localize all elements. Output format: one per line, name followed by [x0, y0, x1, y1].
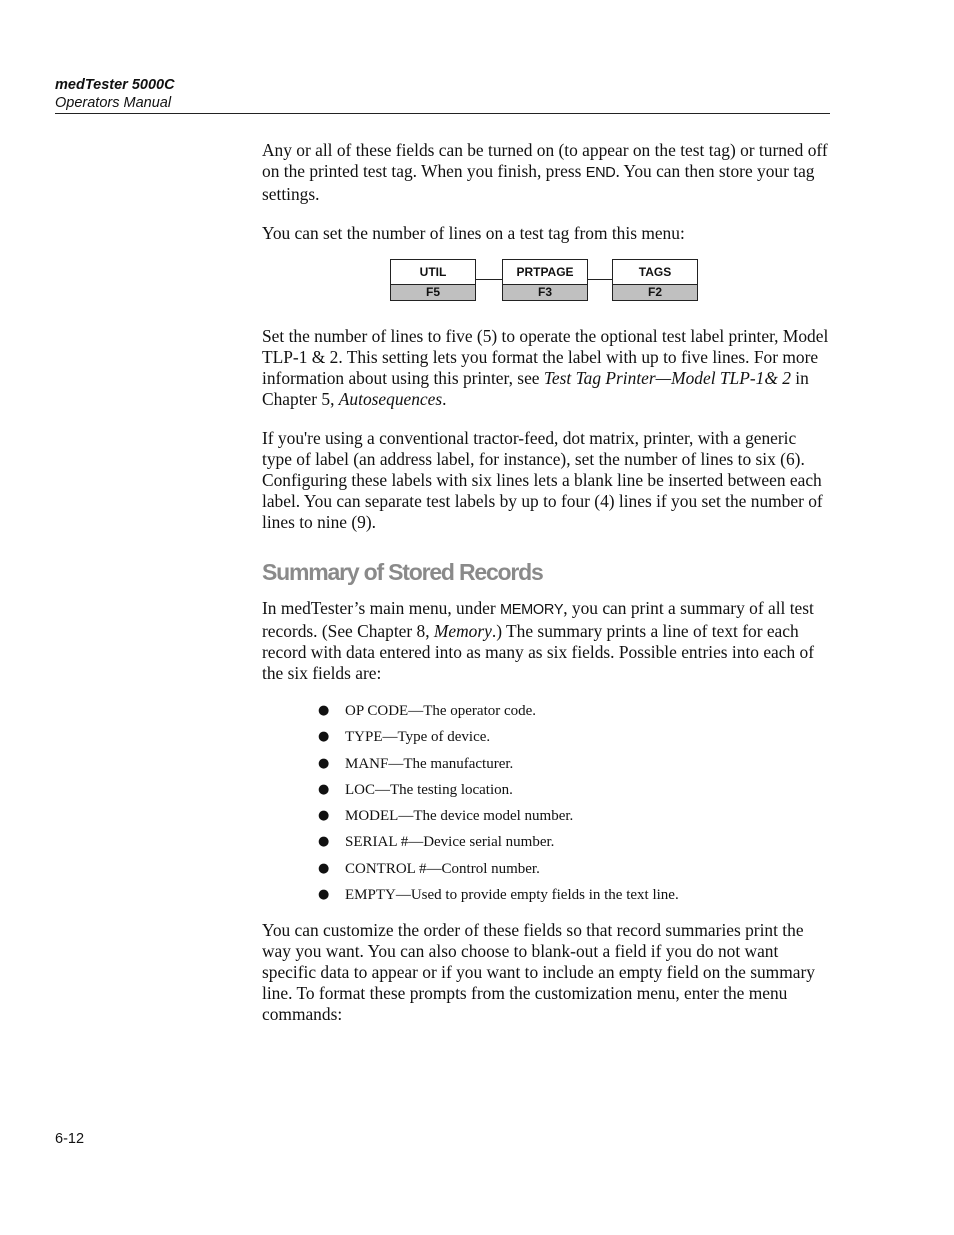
- list-item-text: TYPE—Type of device.: [345, 729, 491, 746]
- menu-box-util: [390, 259, 476, 301]
- function-key: F5: [391, 284, 475, 300]
- paragraph-tlp-printer: [262, 326, 830, 410]
- bullet-icon: ●: [318, 703, 330, 718]
- bullet-icon: ●: [318, 808, 330, 824]
- end-key: END: [585, 165, 616, 181]
- paragraph-dot-matrix: If you're using a conventional tractor-feed, dot matrix, printer, with a generic type of label (an address label, for instance), set the number of lines to six (6). Configuring these labels with six lines lets a blank line be inserted between each label. You can separate test labels by up to four (4) lines if you set the number of lines to nine (9).: [262, 428, 823, 532]
- paragraph-summary-intro: [262, 598, 830, 684]
- chapter-reference: Autosequences: [338, 389, 443, 409]
- list-item: [262, 829, 830, 855]
- paragraph-lines-menu-intro: You can set the number of lines on a test tag from this menu:: [262, 223, 685, 243]
- list-item: [262, 882, 830, 908]
- header-manual-title: Operators Manual: [55, 95, 172, 111]
- menu-label: PRTPAGE: [503, 260, 587, 284]
- list-item-text: MANF—The manufacturer.: [345, 755, 514, 772]
- chapter-reference: Memory: [433, 621, 492, 641]
- menu-label: UTIL: [391, 260, 475, 284]
- list-item: [262, 856, 830, 882]
- memory-key: MEMORY: [500, 602, 564, 618]
- function-key: F2: [613, 284, 697, 300]
- list-item-text: CONTROL #—Control number.: [345, 860, 540, 877]
- cross-reference-title: Test Tag Printer—Model TLP-1& 2: [543, 368, 791, 388]
- page-number: 6-12: [55, 1131, 85, 1147]
- page-header: [55, 76, 830, 114]
- bullet-icon: ●: [318, 729, 330, 745]
- list-item-text: EMPTY—Used to provide empty fields in the text line.: [345, 887, 679, 904]
- menu-connector-line: [476, 279, 502, 280]
- main-content: [262, 140, 830, 1043]
- bullet-icon: ●: [318, 860, 330, 876]
- header-product-name: medTester 5000C: [55, 77, 175, 93]
- paragraph-text: , you can print a summary of all test records. (See Chapter 8,: [262, 598, 814, 641]
- menu-box-tags: [612, 259, 698, 301]
- bullet-icon: ●: [318, 781, 330, 797]
- field-list: [262, 698, 830, 908]
- paragraph-text: .) The summary prints a line of text for each record with data entered into as many as six fields. Possible entries into each of the six fields are:: [262, 621, 814, 683]
- paragraph-tag-fields: [262, 140, 830, 205]
- paragraph-customize-order: You can customize the order of these fields so that record summaries print the way you want. You can also choose to blank-out a field if you do not want specific data to appear or if you want to include an empty field on the summary line. To format these prompts from the customization menu, enter the menu commands:: [262, 920, 815, 1025]
- menu-box-prtpage: [502, 259, 588, 301]
- list-item: [262, 803, 830, 829]
- list-item: [262, 698, 830, 724]
- menu-label: TAGS: [613, 260, 697, 284]
- menu-path-diagram: [262, 254, 830, 314]
- paragraph-text: Any or all of these fields can be turned on (to appear on the test tag) or turned off on the printed test tag. When you finish, press: [262, 140, 828, 181]
- list-item: [262, 724, 830, 750]
- menu-connector-line: [588, 279, 612, 280]
- bullet-icon: ●: [318, 755, 330, 771]
- paragraph-text: Set the number of lines to five (5) to operate the optional test label printer, Model TLP-1 & 2. This setting lets you format the label with up to five lines. For more information about using this printer, see: [262, 326, 829, 388]
- bullet-icon: ●: [318, 834, 330, 850]
- section-heading: Summary of Stored Records: [262, 559, 543, 585]
- list-item: [262, 751, 830, 777]
- list-item: [262, 777, 830, 803]
- list-item-text: MODEL—The device model number.: [345, 808, 574, 825]
- bullet-icon: ●: [318, 887, 330, 903]
- paragraph-text: In medTester’s main menu, under: [262, 598, 500, 618]
- paragraph-text: .: [442, 389, 447, 409]
- list-item-text: SERIAL #—Device serial number.: [345, 834, 555, 851]
- function-key: F3: [503, 284, 587, 300]
- list-item-text: LOC—The testing location.: [345, 781, 513, 798]
- paragraph-text: . You can then store your tag settings.: [262, 161, 815, 204]
- list-item-text: OP CODE—The operator code.: [345, 703, 537, 719]
- paragraph-text: in Chapter 5,: [262, 368, 809, 409]
